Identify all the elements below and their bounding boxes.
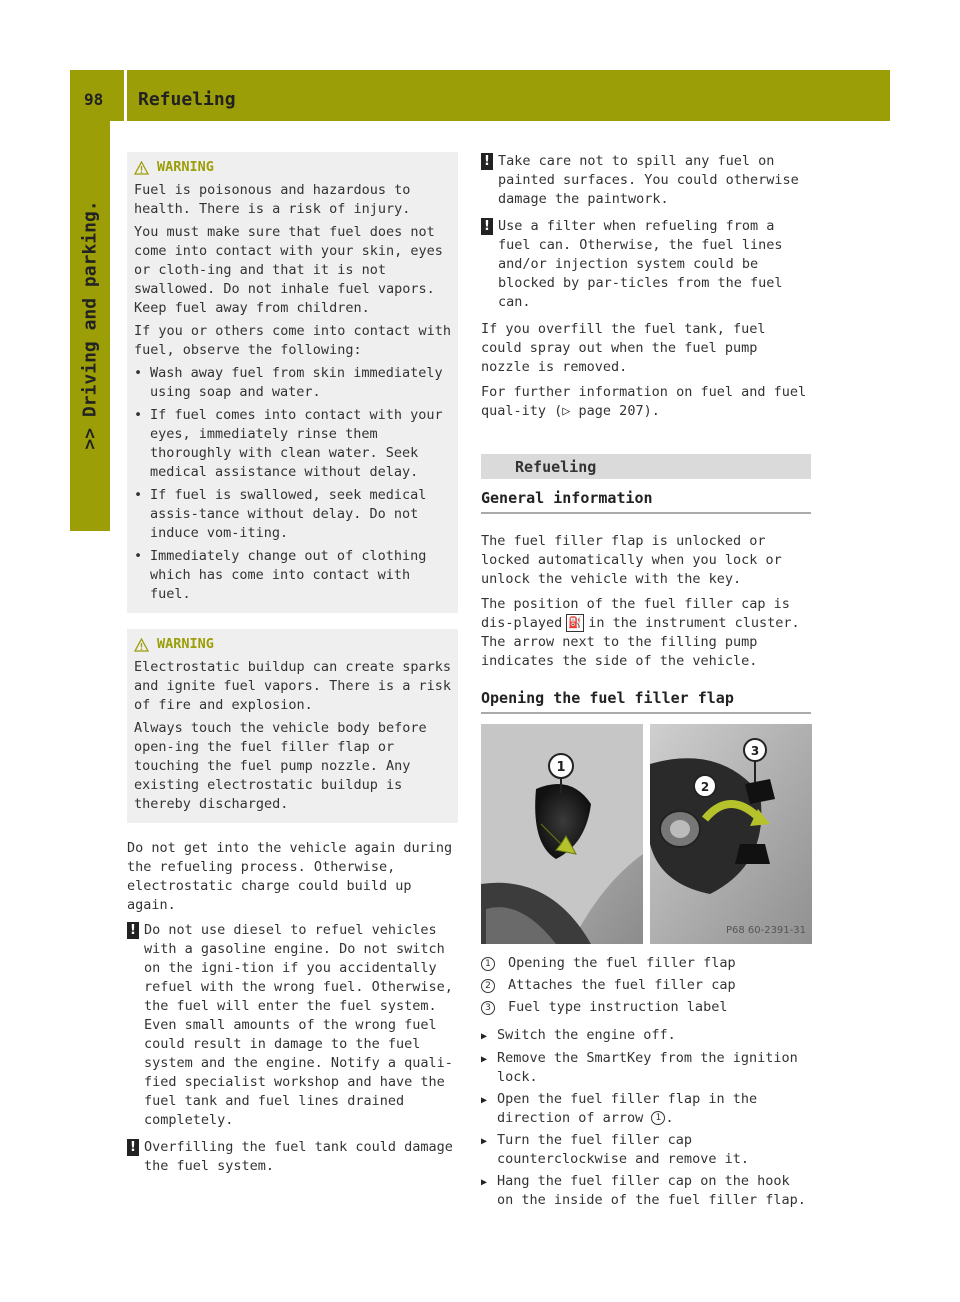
- header-divider: [124, 70, 127, 121]
- bullet-icon: •: [134, 487, 143, 503]
- legend-item: [481, 954, 811, 973]
- instruction-step: [481, 1090, 811, 1128]
- page-ref-arrow-icon: ▷: [562, 403, 579, 419]
- page-section-title: Refueling: [138, 89, 236, 110]
- warning-paragraph: Fuel is poisonous and hazardous to health. There is a risk of injury.: [134, 182, 411, 217]
- exclamation-icon: !: [481, 217, 498, 235]
- figure-code: P68 60-2391-31: [725, 925, 806, 936]
- step-text: Switch the engine off.: [497, 1027, 676, 1043]
- step-suffix: .: [665, 1110, 674, 1126]
- bullet-item: [134, 364, 451, 402]
- step-arrow-icon: ▶: [481, 1177, 488, 1188]
- left-column: [127, 152, 458, 1184]
- right-column: [481, 152, 811, 1213]
- instruction-step: [481, 1131, 811, 1169]
- warning-box-electrostatic: [127, 629, 458, 823]
- warning-paragraph: You must make sure that fuel does not come into contact with your skin, eyes or cloth-ing and that it is not swallowed. Do not inhale fuel vapors. Keep fuel away from children.: [134, 224, 443, 316]
- bullet-item: [134, 547, 451, 604]
- warning-paragraph: Electrostatic buildup can create sparks and ignite fuel vapors. There is a risk of fire and explosion.: [134, 659, 451, 713]
- callout-number: 3: [481, 1001, 495, 1015]
- note-text: Take care not to spill any fuel on painted surfaces. You could otherwise damage the paintwork.: [498, 153, 799, 207]
- reference-prefix: For further information on fuel and fuel qual-ity (: [481, 384, 807, 419]
- figure-photo-left: [481, 724, 643, 944]
- step-text: Remove the SmartKey from the ignition lock.: [497, 1050, 798, 1085]
- side-tab-label: >> Driving and parking.: [79, 200, 101, 450]
- body-paragraph: [481, 595, 811, 671]
- warning-header: [134, 158, 451, 177]
- note-text: Use a filter when refueling from a fuel can. Otherwise, the fuel lines and/or injection system could be blocked by par-ticles from the fuel can.: [498, 218, 783, 310]
- svg-text:1: 1: [556, 760, 566, 775]
- text-span: in the instrument cluster. The arrow next to the filling pump indicates the side of the vehicle.: [481, 615, 800, 669]
- caution-note: [481, 217, 811, 312]
- warning-title: WARNING: [157, 159, 214, 175]
- section-heading: Refueling: [481, 454, 811, 479]
- instruction-step: [481, 1049, 811, 1087]
- bullet-text: If fuel comes into contact with your eyes, immediately rinse them thoroughly with clean water. Seek medical assistance without delay.: [150, 407, 443, 480]
- legend-text: Opening the fuel filler flap: [508, 955, 736, 971]
- bullet-text: If fuel is swallowed, seek medical assis-tance without delay. Do not induce vom-iting.: [150, 487, 427, 541]
- callout-number: 1: [651, 1111, 665, 1125]
- warning-triangle-icon: [134, 161, 149, 175]
- bullet-text: Immediately change out of clothing which has come into contact with fuel.: [150, 548, 427, 602]
- step-text: Turn the fuel filler cap counterclockwise and remove it.: [497, 1132, 749, 1167]
- step-arrow-icon: ▶: [481, 1054, 488, 1065]
- bullet-text: Wash away fuel from skin immediately using soap and water.: [150, 365, 443, 400]
- body-paragraph: If you overfill the fuel tank, fuel could spray out when the fuel pump nozzle is removed.: [481, 321, 766, 375]
- step-arrow-icon: ▶: [481, 1095, 488, 1106]
- fuel-filler-figure: [481, 724, 812, 944]
- body-paragraph: Do not get into the vehicle again during the refueling process. Otherwise, electrostatic charge could build up again.: [127, 840, 453, 913]
- svg-text:3: 3: [750, 744, 760, 758]
- svg-text:2: 2: [700, 780, 710, 794]
- instruction-step: [481, 1172, 811, 1210]
- text-span: The position of the fuel filler cap is dis-played: [481, 596, 790, 631]
- note-text: Do not use diesel to refuel vehicles with a gasoline engine. Do not switch on the igni-tion if you accidentally refuel with the wrong fuel. Otherwise, the fuel will enter the fuel system. Even small amounts of the wrong fuel could result in damage to the fuel system and the engine. Notify a quali-fied specialist workshop and have the fuel tank and fuel lines drained completely.: [144, 922, 453, 1128]
- legend-item: [481, 976, 811, 995]
- page-number: 98: [84, 90, 104, 109]
- caution-note: [127, 921, 458, 1130]
- bullet-item: [134, 486, 451, 543]
- caution-note: [127, 1138, 458, 1176]
- body-paragraph: The fuel filler flap is unlocked or locked automatically when you lock or unlock the vehicle with the key.: [481, 533, 782, 587]
- caution-note: [481, 152, 811, 209]
- figure-photo-right: [650, 724, 812, 944]
- legend-text: Attaches the fuel filler cap: [508, 977, 736, 993]
- page-reference-link[interactable]: page 207: [578, 403, 644, 419]
- note-text: Overfilling the fuel tank could damage the fuel system.: [144, 1139, 453, 1174]
- callout-number: 2: [481, 979, 495, 993]
- callout-number: 1: [481, 957, 495, 971]
- warning-paragraph: Always touch the vehicle body before open-ing the fuel filler flap or touching the fuel pump nozzle. Any existing electrostatic buildup is thereby discharged.: [134, 720, 427, 812]
- bullet-icon: •: [134, 548, 143, 564]
- step-arrow-icon: ▶: [481, 1031, 488, 1042]
- exclamation-icon: !: [127, 921, 144, 939]
- legend-text: Fuel type instruction label: [508, 999, 728, 1015]
- bullet-icon: •: [134, 365, 143, 381]
- warning-paragraph: If you or others come into contact with fuel, observe the following:: [134, 323, 451, 358]
- instruction-step: [481, 1026, 811, 1046]
- exclamation-icon: !: [127, 1138, 144, 1156]
- warning-triangle-icon: [134, 638, 149, 652]
- fuel-pump-icon: ⛽: [566, 614, 584, 632]
- bullet-icon: •: [134, 407, 143, 423]
- step-text: Hang the fuel filler cap on the hook on the inside of the fuel filler flap.: [497, 1173, 806, 1208]
- warning-title: WARNING: [157, 636, 214, 652]
- bullet-item: [134, 406, 451, 482]
- legend-item: [481, 998, 811, 1017]
- exclamation-icon: !: [481, 152, 498, 170]
- reference-suffix: ).: [643, 403, 660, 419]
- subheading-opening: Opening the fuel filler flap: [481, 681, 811, 714]
- body-paragraph-reference: [481, 383, 811, 421]
- warning-header: [134, 635, 451, 654]
- step-text: Open the fuel filler flap in the direction of arrow: [497, 1091, 758, 1126]
- step-arrow-icon: ▶: [481, 1136, 488, 1147]
- warning-box-poison: [127, 152, 458, 613]
- subheading-general: General information: [481, 479, 811, 514]
